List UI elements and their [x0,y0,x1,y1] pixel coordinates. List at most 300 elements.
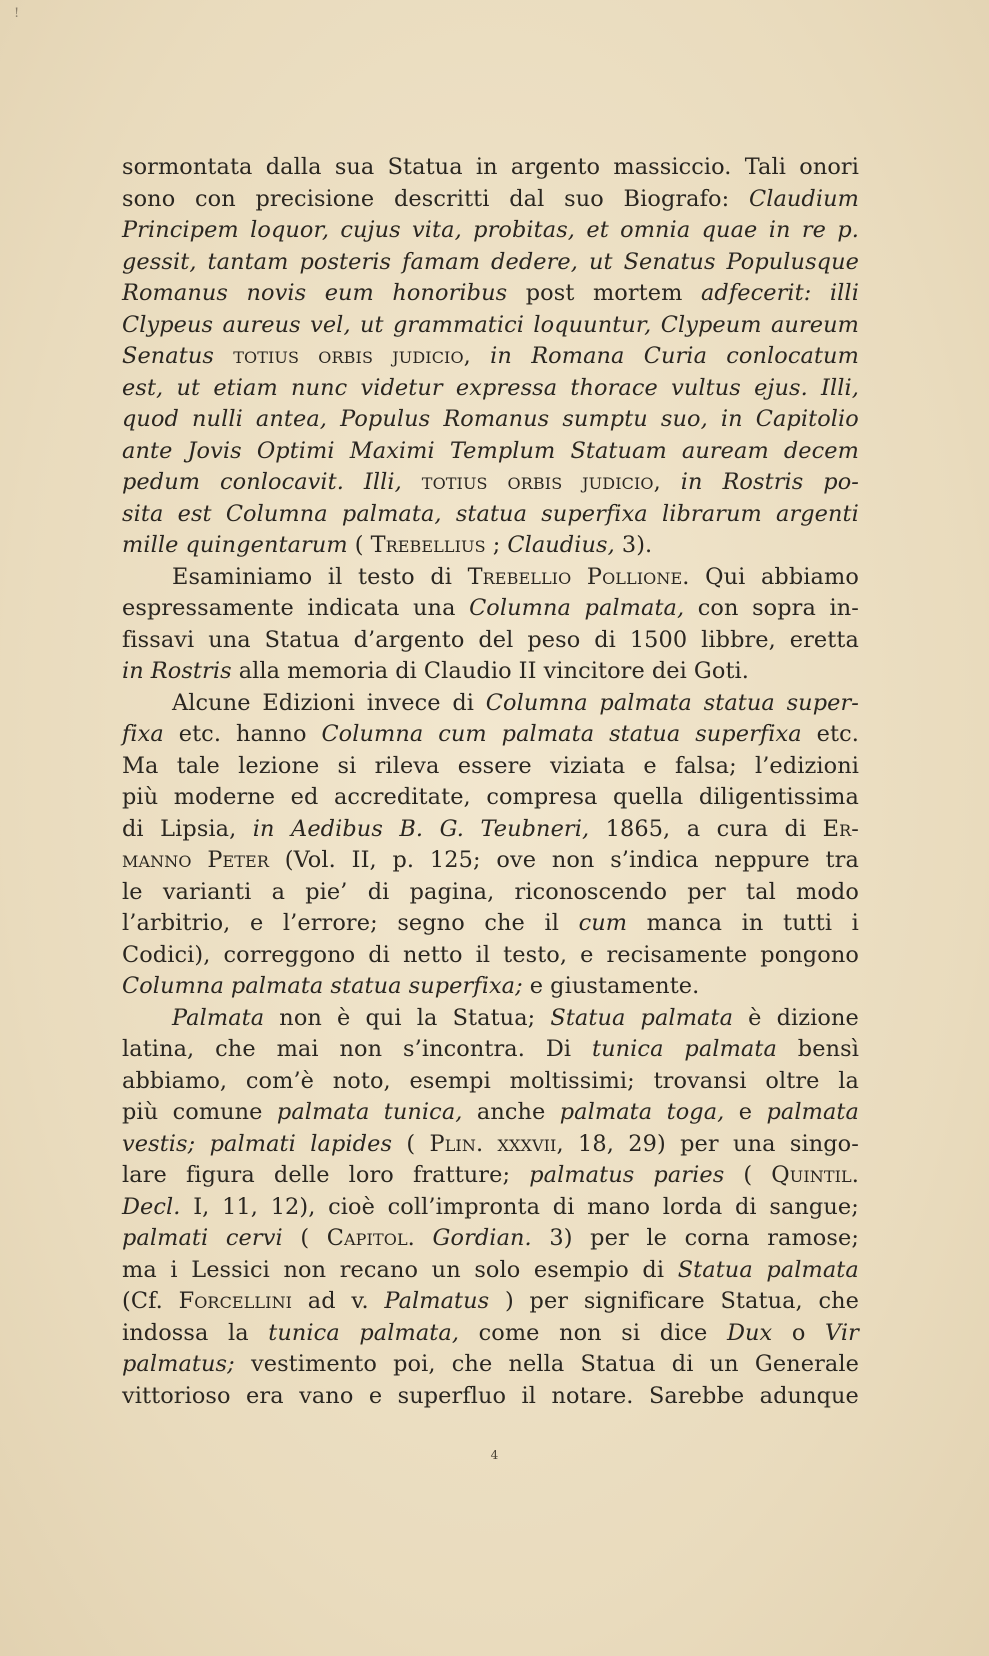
word: nulli [192,406,243,432]
word: tunica [268,1319,340,1346]
margin-mark: ! [14,6,20,21]
word: cioè [328,1193,375,1220]
text-line [122,877,859,909]
word: ma [122,1256,157,1283]
text-line [122,152,859,184]
word: il [475,941,491,968]
word: in [252,815,275,842]
word: 3) [549,1225,573,1251]
word: testo, [503,941,568,968]
word: di [395,658,417,684]
word: quod [122,406,179,432]
word: oltre [765,1067,820,1094]
word: (Cf. [122,1288,163,1314]
word: solo [474,1256,521,1283]
text-line [122,688,859,720]
word: figura [185,1162,255,1188]
word: Templum [449,437,556,464]
word: Peter [207,847,269,873]
text-line [122,436,859,468]
word: Sarebbe [648,1382,745,1409]
word: in [122,658,144,684]
text-line [122,499,859,531]
word: comune [172,1099,263,1125]
word: ut [360,311,384,338]
text-line [122,1223,859,1255]
text-line [122,845,859,877]
word: Quintil. [771,1162,859,1188]
word: falsa; [674,752,737,779]
word: palmata [766,1099,859,1125]
word: pagina, [409,878,495,905]
word: dalla [265,154,322,180]
word: le [646,1225,667,1251]
word: vittorioso [122,1382,231,1409]
word: re [801,217,826,243]
word: Esaminiamo [172,563,313,590]
word: sangue; [769,1193,859,1220]
word: palmata [684,1036,777,1062]
word: decem [783,437,859,464]
word: accreditate, [333,784,471,810]
word: statua [703,689,775,716]
word: palmata [766,1256,859,1283]
word: cura [716,815,769,842]
word: com’è [245,1067,315,1094]
text-line [122,1129,859,1161]
word: quae [701,217,758,243]
text-line [122,719,859,751]
word: dal [509,185,545,212]
word: sopra [752,595,816,621]
word: hanno [235,721,307,747]
word: tale [176,752,220,779]
word: di [594,626,616,653]
text-line [122,1318,859,1350]
word: dizione [776,1004,859,1031]
word: mano [587,1193,651,1220]
word: tal [746,878,776,905]
word: ante [122,437,173,464]
word: Tali [744,154,787,180]
word: novis [246,280,307,306]
word: che [818,1288,859,1314]
word: est, [122,374,164,401]
word: Columna [321,721,424,747]
word: 1500 [629,626,688,653]
word: il [521,1382,537,1409]
text-line [122,373,859,405]
word: il [544,910,559,936]
word: auream [681,437,769,464]
word: di [734,1193,757,1220]
word: in [680,469,703,495]
word: sono [122,185,176,212]
word: a [686,815,701,842]
word: Romana [531,343,625,369]
word: ( [300,1225,310,1251]
word: Aedibus [291,815,383,842]
word: non [279,1004,322,1031]
word: 29) [628,1130,666,1157]
word: ) [504,1288,514,1314]
word: toga, [666,1099,725,1125]
word: in [490,343,512,369]
word: trovansi [653,1067,747,1094]
word: la [416,1004,438,1031]
word: moltissimi; [509,1067,635,1094]
text-line [122,530,859,562]
word: Principem [122,217,239,243]
word: paries [653,1162,725,1188]
word: totius [233,343,300,369]
word: correggono [223,941,356,968]
word: varianti [162,878,252,905]
word: palmata, [341,500,442,527]
text-line [122,656,859,688]
word: dedere, [491,248,578,275]
word: Romanus [122,280,228,306]
word: ut [176,374,201,401]
word: lare [122,1162,167,1188]
word: 12), [270,1193,316,1220]
word: modo [796,878,859,905]
body-text [122,152,859,1412]
word: Populus [340,406,431,432]
word: esempio [533,1256,629,1283]
word: ramose; [767,1225,859,1251]
word: Decl. [122,1193,181,1220]
word: (Vol. [284,847,336,873]
word: più [122,1099,159,1125]
word: di [784,815,807,842]
word: aureum [770,311,859,338]
word: II [518,658,537,684]
word: Edizioni [262,689,355,716]
text-line [122,562,859,594]
word: con [697,595,739,621]
word: di [452,689,475,716]
word: noto, [332,1067,391,1094]
word: thorace [570,374,658,401]
text-line [122,184,859,216]
word: di [368,941,390,968]
word: Forcellini [178,1288,293,1314]
word: Senatus [623,248,716,275]
word: l’errore; [282,910,378,936]
word: segno [397,910,465,936]
word: vano [299,1382,354,1409]
text-line [122,341,859,373]
word: i [851,910,859,936]
page-number: 4 [490,1448,499,1462]
word: etiam [213,374,278,401]
word: mortem [592,280,683,306]
word: un [709,1351,739,1377]
word: argento [510,154,601,180]
word: memoria [287,658,389,684]
word: librarum [661,500,762,527]
word: B. [399,815,424,842]
word: Pollione. [586,563,690,590]
word: di [642,1256,665,1283]
word: 1865, [605,815,671,842]
word: Gordian. [432,1225,532,1251]
word: per [529,1288,569,1314]
word: neppure [714,847,810,873]
word: il [327,563,343,590]
word: è [748,1004,762,1031]
word: Capitolio [755,406,859,432]
word: Statua [387,154,463,180]
word: G. [439,815,464,842]
text-line [122,971,859,1003]
word: xxxvii, [497,1130,564,1157]
word: tunica, [383,1099,463,1125]
word: la [228,1319,249,1346]
word: Illi, [363,469,402,495]
word: la [838,1067,859,1094]
word: cum [578,910,628,936]
word: palmata [276,1099,370,1125]
word: ( [354,532,364,558]
word: sua [334,154,375,180]
word: lapides [310,1130,393,1157]
word: Trebellius [370,532,486,558]
word: non [559,1319,602,1346]
word: viziata [549,752,626,779]
word: cujus [340,217,401,243]
word: I, [193,1193,210,1220]
word: una [413,595,456,621]
text-line [122,625,859,657]
word: mai [276,1036,319,1062]
word: Trebellio [467,563,572,590]
word: non [551,847,595,873]
word: sumptu [562,406,648,432]
word: ejus. [754,374,808,401]
text-line [122,1066,859,1098]
word: palmata [640,1004,734,1031]
word: compresa [486,784,598,810]
word: e [738,1099,753,1125]
word: superfixa [541,500,648,527]
word: di [367,878,390,905]
word: palmata, [359,1319,460,1346]
word: Statua [550,1004,626,1031]
word: quella [613,784,684,810]
word: ed [290,784,319,810]
word: tunica [592,1036,664,1062]
word: alla [238,658,281,684]
text-line [122,782,859,814]
word: e [529,973,544,999]
word: judicio, [392,343,471,369]
word: illi [829,280,859,306]
word: in [475,154,498,180]
word: post [525,280,575,306]
word: o [791,1319,806,1346]
word: in [741,910,764,936]
text-line [122,1255,859,1287]
word: libbre, [701,626,776,653]
word: palmatus [529,1162,635,1188]
text-line [122,278,859,310]
text-line [122,593,859,625]
word: tra [825,847,859,873]
word: Generale [754,1351,859,1377]
word: vincitore [543,658,645,684]
word: descritti [393,185,490,212]
word: etc. [816,721,859,747]
word: p. [837,217,859,243]
word: Claudium [748,185,859,212]
word: Populusque [726,248,859,275]
text-line [122,1381,859,1413]
word: Teubneri, [480,815,590,842]
word: judicio, [582,469,661,495]
word: Statua [677,1256,753,1283]
word: Dux [726,1319,773,1346]
word: giustamente. [550,973,700,999]
word: expressa [455,374,558,401]
word: si [621,1319,641,1346]
word: conlocatum [726,343,859,369]
word: l’edizioni [754,752,859,779]
word: invece [366,689,441,716]
word: di [671,1351,694,1377]
word: eretta [789,626,859,653]
word: palmatus; [122,1351,235,1377]
word: una [208,626,251,653]
word: totius [421,469,488,495]
word: videtur [360,374,443,401]
word: vestis; [122,1130,196,1157]
word: aureus [222,311,301,338]
word: vita, [412,217,462,243]
word: dei [651,658,687,684]
word: lorda [662,1193,723,1220]
word: ( [406,1130,416,1157]
word: vel, [310,311,351,338]
word: Clypeus [122,311,214,338]
text-line [122,1192,859,1224]
word: orbis [318,343,373,369]
word: recisamente [606,941,748,968]
word: Vir [824,1319,859,1346]
word: Statua [264,626,340,653]
word: super- [786,689,859,716]
word: indossa [122,1319,209,1346]
word: Jovis [187,437,242,464]
word: per [687,878,726,905]
word: pongono [760,941,859,968]
word: mille [122,532,179,558]
word: delle [273,1162,330,1188]
word: Alcune [172,689,251,716]
word: si [337,752,357,779]
word: e [643,752,657,779]
word: in- [829,595,859,621]
word: poi, [393,1351,436,1377]
word: nunc [291,374,348,401]
word: ad [307,1288,336,1314]
word: latina, [122,1036,195,1062]
word: non [339,1036,383,1062]
word: pedum [122,469,201,495]
word: statua [609,721,681,747]
word: era [246,1382,284,1409]
text-line [122,1097,859,1129]
word: che [484,910,525,936]
word: che [215,1036,256,1062]
word: posteris [299,248,392,275]
word: Goti. [693,658,750,684]
text-line [122,215,859,247]
word: conlocavit. [220,469,344,495]
word: qui [365,1004,402,1031]
word: Lipsia, [160,815,237,842]
word: po- [823,469,859,495]
word: significare [583,1288,705,1314]
word: ( [743,1162,753,1188]
word: 18, [578,1130,614,1157]
word: tantam [207,248,289,275]
word: vestimento [250,1351,377,1377]
word: etc. [178,721,222,747]
word: cervi [225,1225,283,1251]
word: Lessici [191,1256,270,1283]
word: in [720,406,743,432]
word: sita [122,500,164,527]
word: essere [457,752,532,779]
word: fixa [122,721,164,747]
text-line [122,1286,859,1318]
word: loro [348,1162,394,1188]
text-line [122,467,859,499]
word: Di [545,1036,572,1062]
text-line [122,247,859,279]
word: Codici), [122,941,211,968]
word: loquor, [250,217,330,243]
word: un [431,1256,461,1283]
word: palmata, [584,595,685,621]
word: indicata [307,595,400,621]
word: manno [122,847,192,873]
word: eum [324,280,374,306]
word: d’argento [353,626,465,653]
word: suo, [660,406,708,432]
word: di [122,815,144,842]
text-line [122,1160,859,1192]
word: omnia [620,217,691,243]
word: Ma [122,752,159,779]
word: Statua, [720,1288,803,1314]
word: di [430,563,453,590]
word: Rostris [722,469,804,495]
word: Statua [580,1351,656,1377]
text-line [122,310,859,342]
word: p. [392,847,415,873]
word: del [478,626,514,653]
word: massiccio. [613,154,732,180]
word: Curia [643,343,708,369]
word: palmata [599,689,692,716]
word: quingentarum [185,532,348,558]
word: s’indica [610,847,699,873]
word: per [590,1225,629,1251]
text-line [122,908,859,940]
